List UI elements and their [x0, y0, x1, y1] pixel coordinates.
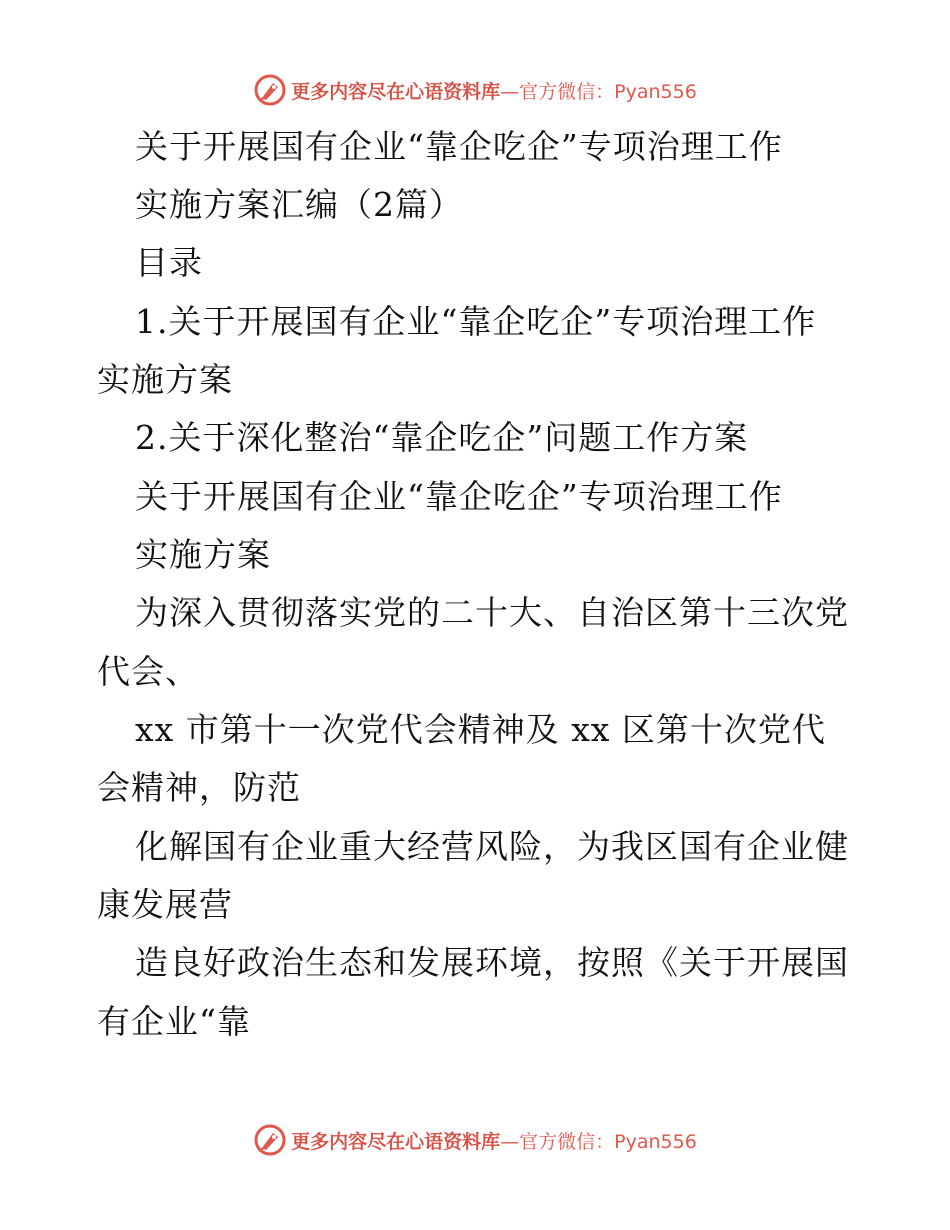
- paragraph-line: 康发展营: [97, 885, 233, 924]
- footer-banner: [0, 1120, 950, 1160]
- paragraph-line: 造良好政治生态和发展环境，按照《关于开展国: [135, 943, 849, 982]
- toc-heading: 目录: [135, 243, 203, 282]
- section-title-line-1: 关于开展国有企业“靠企吃企”专项治理工作: [135, 477, 783, 516]
- banner-text: [291, 77, 697, 104]
- paragraph-line: 会精神，防范: [97, 768, 301, 807]
- doc-title-line-2: 实施方案汇编（2篇）: [135, 185, 463, 224]
- paragraph-line: 有企业“靠: [97, 1002, 251, 1041]
- section-title-line-2: 实施方案: [135, 535, 271, 574]
- pen-nib-logo-icon: [253, 73, 287, 107]
- toc-item-1-line-1: 1.关于开展国有企业“靠企吃企”专项治理工作: [135, 302, 817, 341]
- paragraph-line: xx 市第十一次党代会精神及 xx 区第十次党代: [135, 710, 826, 749]
- banner-text: [291, 1127, 697, 1154]
- pen-nib-logo-icon: [253, 1123, 287, 1157]
- banner-site: 更多内容尽在心语资料库: [291, 1130, 501, 1153]
- header-banner: [0, 70, 950, 110]
- toc-item-2: 2.关于深化整治“靠企吃企”问题工作方案: [135, 418, 749, 457]
- banner-contact: —官方微信：Pyan556: [500, 1130, 697, 1153]
- paragraph-line: 为深入贯彻落实党的二十大、自治区第十三次党: [135, 593, 849, 632]
- toc-item-1-line-2: 实施方案: [97, 360, 233, 399]
- paragraph-line: 化解国有企业重大经营风险，为我区国有企业健: [135, 827, 849, 866]
- banner-site: 更多内容尽在心语资料库: [291, 80, 501, 103]
- doc-title-line-1: 关于开展国有企业“靠企吃企”专项治理工作: [135, 127, 783, 166]
- paragraph-line: 代会、: [97, 652, 199, 691]
- banner-contact: —官方微信：Pyan556: [500, 80, 697, 103]
